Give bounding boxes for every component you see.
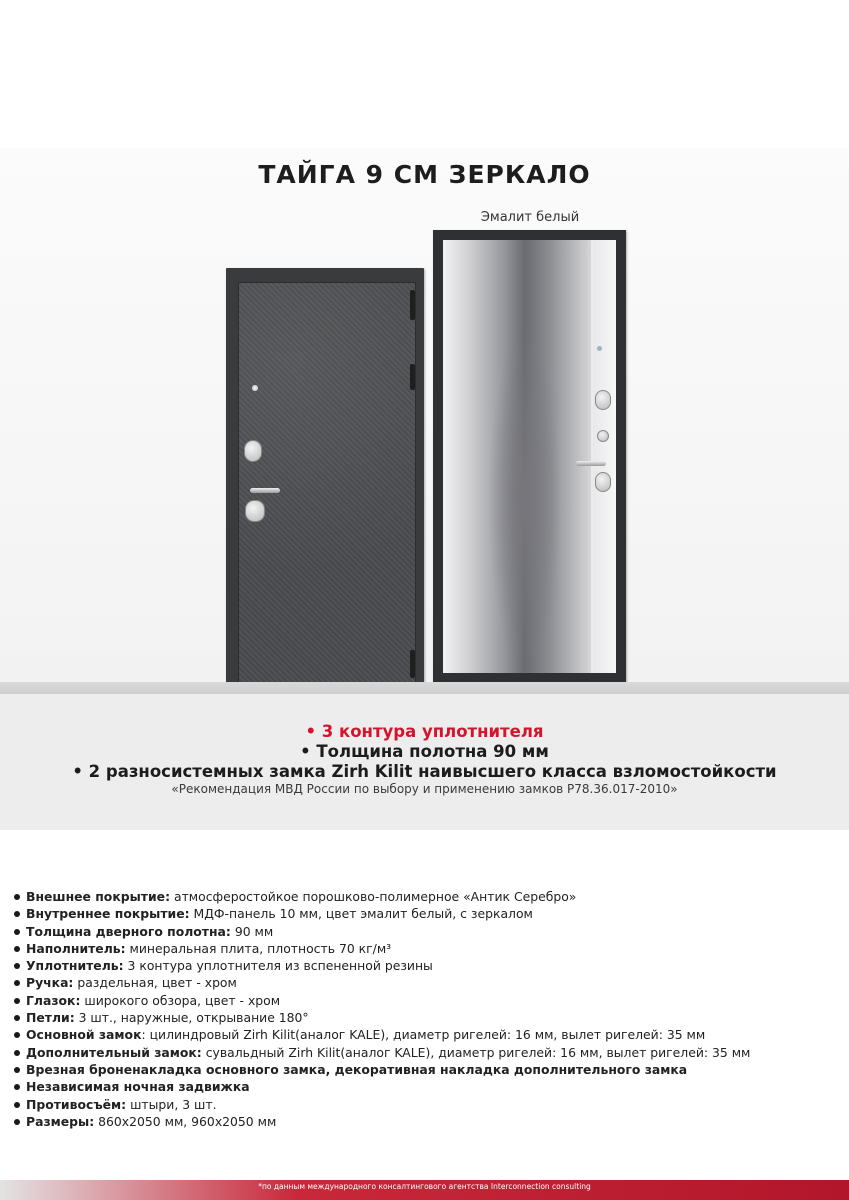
upper-lock-escutcheon-icon <box>244 440 262 462</box>
features-note: «Рекомендация МВД России по выбору и применению замков Р78.36.017-2010» <box>171 782 678 796</box>
bullet-icon <box>14 894 20 900</box>
spec-item <box>14 1078 834 1095</box>
spec-key: Противосъём: <box>26 1096 127 1112</box>
inner-cylinder-escutcheon-icon <box>595 472 611 492</box>
bullet-icon <box>14 929 20 935</box>
hero-backdrop <box>0 148 849 688</box>
bullet-icon <box>14 1102 20 1108</box>
spec-item <box>14 888 834 905</box>
footer-note: *по данным международного консалтингового агентства Interconnection consulting <box>258 1182 591 1191</box>
middle-hinge-icon <box>410 364 415 390</box>
bullet-icon <box>14 963 20 969</box>
bullet-icon <box>14 946 20 952</box>
feature-seal-contours: • 3 контура уплотнителя <box>305 722 544 741</box>
bullet-icon <box>14 911 20 917</box>
spec-value: 860х2050 мм, 960х2050 мм <box>94 1113 277 1129</box>
inner-finish-label: Эмалит белый <box>480 210 580 225</box>
bullet-icon <box>14 1050 20 1056</box>
spec-item <box>14 992 834 1009</box>
spec-item <box>14 1044 834 1061</box>
spec-item <box>14 974 834 991</box>
inner-lock-icon <box>597 430 609 442</box>
spec-key: Петли: <box>26 1010 75 1026</box>
bullet-icon <box>14 980 20 986</box>
floor-divider <box>0 682 849 694</box>
spec-item <box>14 957 834 974</box>
spec-value: : цилиндровый Zirh Kilit(аналог KALE), диаметр ригелей: 16 мм, вылет ригелей: 35 мм <box>141 1027 706 1043</box>
outer-handle-icon <box>250 488 280 493</box>
feature-leaf-thickness: • Толщина полотна 90 мм <box>300 742 549 761</box>
lower-lock-escutcheon-icon <box>245 500 265 522</box>
inner-peephole-icon <box>597 346 602 351</box>
spec-key: Наполнитель: <box>26 940 126 956</box>
spec-key: Толщина дверного полотна: <box>26 923 231 939</box>
spec-key: Врезная броненакладка основного замка, декоративная накладка дополнительного замка <box>26 1061 688 1077</box>
inner-door-panel <box>443 240 616 673</box>
bullet-icon <box>14 1067 20 1073</box>
spec-key: Внешнее покрытие: <box>26 889 171 904</box>
top-whitespace <box>0 0 849 148</box>
spec-item <box>14 1061 834 1078</box>
spec-item <box>14 1096 834 1113</box>
white-stile <box>593 240 616 673</box>
spec-key: Размеры: <box>26 1113 95 1129</box>
top-hinge-icon <box>410 290 415 320</box>
spec-value: 90 мм <box>230 923 274 939</box>
spec-value: широкого обзора, цвет - хром <box>80 992 281 1008</box>
outer-door-leaf <box>238 282 416 690</box>
outer-peephole-icon <box>252 385 258 391</box>
spec-value: МДФ-панель 10 мм, цвет эмалит белый, с зеркалом <box>189 906 533 922</box>
spec-value: раздельная, цвет - хром <box>73 975 237 991</box>
spec-value: штыри, 3 шт. <box>126 1096 217 1112</box>
outer-door-image <box>226 268 424 692</box>
bullet-icon <box>14 1032 20 1038</box>
product-title: ТАЙГА 9 СМ ЗЕРКАЛО <box>258 160 591 189</box>
spec-key: Глазок: <box>26 992 81 1008</box>
spec-value: атмосферостойкое порошково-полимерное «Антик Серебро» <box>170 889 577 904</box>
bullet-icon <box>14 1119 20 1125</box>
bottom-hinge-icon <box>410 650 415 678</box>
spec-key: Уплотнитель: <box>26 958 124 974</box>
spec-item <box>14 923 834 940</box>
feature-locks: • 2 разносистемных замка Zirh Kilit наивысшего класса взломостойкости <box>72 762 777 781</box>
spec-key: Внутреннее покрытие: <box>26 906 190 922</box>
spec-value: 3 контура уплотнителя из вспененной резины <box>123 958 433 974</box>
spec-item <box>14 905 834 922</box>
spec-item <box>14 1113 834 1130</box>
inner-handle-icon <box>576 461 606 466</box>
spec-key: Основной замок <box>26 1027 142 1043</box>
spec-key: Дополнительный замок: <box>26 1044 202 1060</box>
spec-value: минеральная плита, плотность 70 кг/м³ <box>125 940 392 956</box>
spec-item <box>14 940 834 957</box>
mirror-insert <box>443 240 591 673</box>
spec-item <box>14 1009 834 1026</box>
specs-list <box>14 888 834 1130</box>
spec-item <box>14 1026 834 1043</box>
inner-door-image <box>433 230 626 683</box>
spec-value: сувальдный Zirh Kilit(аналог KALE), диаметр ригелей: 16 мм, вылет ригелей: 35 мм <box>201 1044 751 1060</box>
spec-key: Ручка: <box>26 975 74 991</box>
spec-key: Независимая ночная задвижка <box>26 1079 250 1095</box>
night-latch-icon <box>595 390 611 410</box>
spec-value: 3 шт., наружные, открывание 180° <box>74 1010 309 1026</box>
bullet-icon <box>14 1015 20 1021</box>
bullet-icon <box>14 998 20 1004</box>
bullet-icon <box>14 1084 20 1090</box>
